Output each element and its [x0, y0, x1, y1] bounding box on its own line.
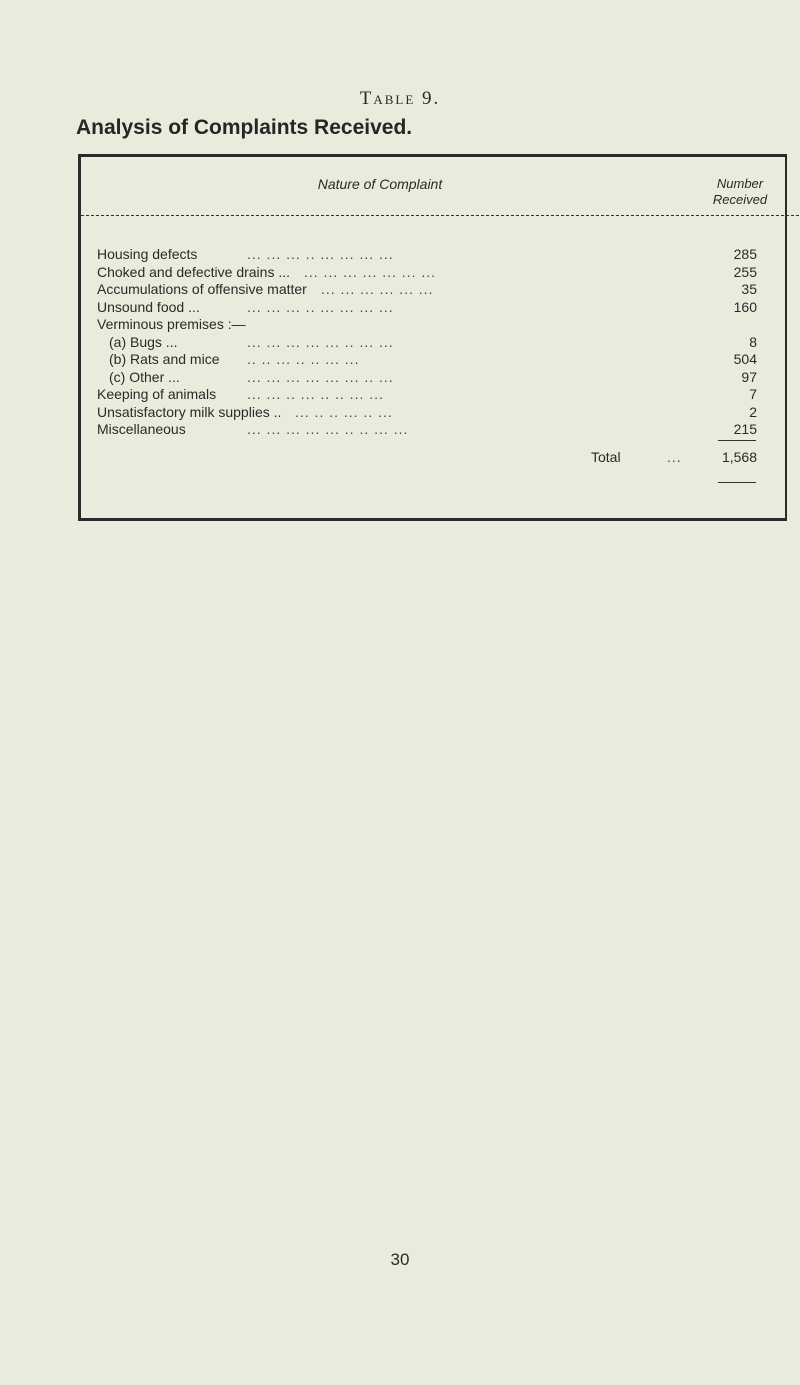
- row-label: (a) Bugs ...: [109, 333, 178, 350]
- row-label: Housing defects: [97, 246, 198, 262]
- column-header-nature: Nature of Complaint: [317, 176, 443, 192]
- row-value: 8: [749, 333, 757, 350]
- table-row: [97, 421, 757, 439]
- total-label: Total: [591, 449, 621, 465]
- table-row: [97, 404, 757, 422]
- row-leader-dots: ... ... .. ... .. .. ... ...: [247, 386, 384, 402]
- row-label: Verminous premises :—: [97, 316, 246, 332]
- table-row: [97, 281, 757, 299]
- row-value: 285: [733, 246, 757, 262]
- row-value: 97: [741, 368, 757, 385]
- total-value: 1,568: [721, 449, 757, 465]
- row-value: 35: [741, 281, 757, 297]
- row-label: Unsatisfactory milk supplies ..: [97, 403, 282, 420]
- page-number: 30: [390, 1250, 410, 1269]
- row-leader-dots: ... ... ... ... ... ... .. ...: [247, 368, 394, 385]
- column-header-number-line1: Number: [716, 176, 764, 191]
- row-leader-dots: ... ... ... ... ... ... ...: [304, 263, 437, 280]
- row-value: 160: [733, 298, 757, 315]
- table-row: [97, 246, 757, 264]
- row-label: Miscellaneous: [97, 421, 186, 437]
- page-title: Analysis of Complaints Received.: [76, 116, 413, 139]
- row-value: 2: [749, 403, 757, 420]
- row-leader-dots: ... ... ... .. ... ... ... ...: [247, 246, 394, 262]
- total-leader-dots: ...: [667, 449, 682, 465]
- header-divider: [81, 215, 799, 216]
- row-label: Accumulations of offensive matter: [97, 281, 307, 297]
- table-row: [97, 351, 757, 369]
- row-label: (b) Rats and mice: [109, 351, 220, 367]
- row-value: 7: [749, 386, 757, 402]
- row-label: (c) Other ...: [109, 368, 180, 385]
- column-header-number: [690, 176, 790, 208]
- row-leader-dots: ... ... ... ... ... .. ... ...: [247, 333, 394, 350]
- total-rule-bottom: [718, 482, 756, 483]
- row-leader-dots: .. .. ... .. .. ... ...: [247, 351, 360, 367]
- table-row: [97, 334, 757, 352]
- column-header-number-line2: Received: [712, 192, 768, 207]
- row-leader-dots: ... .. .. ... .. ...: [295, 403, 393, 420]
- row-value: 215: [733, 421, 757, 437]
- table-row: [97, 386, 757, 404]
- row-leader-dots: ... ... ... .. ... ... ... ...: [247, 298, 394, 315]
- table-row: [97, 369, 757, 387]
- total-rule-top: [718, 440, 756, 441]
- total-row: [97, 449, 757, 467]
- table-row: [97, 299, 757, 317]
- table-label: Table 9.: [359, 88, 441, 109]
- row-leader-dots: ... ... ... ... ... ...: [321, 281, 434, 297]
- row-leader-dots: ... ... ... ... ... .. .. ... ...: [247, 421, 409, 437]
- row-label: Unsound food ...: [97, 298, 200, 315]
- table-row: [97, 316, 757, 334]
- complaints-table-body: [97, 246, 757, 439]
- row-label: Choked and defective drains ...: [97, 263, 291, 280]
- table-row: [97, 264, 757, 282]
- row-label: Keeping of animals: [97, 386, 217, 402]
- row-value: 255: [733, 263, 757, 280]
- row-value: 504: [733, 351, 757, 367]
